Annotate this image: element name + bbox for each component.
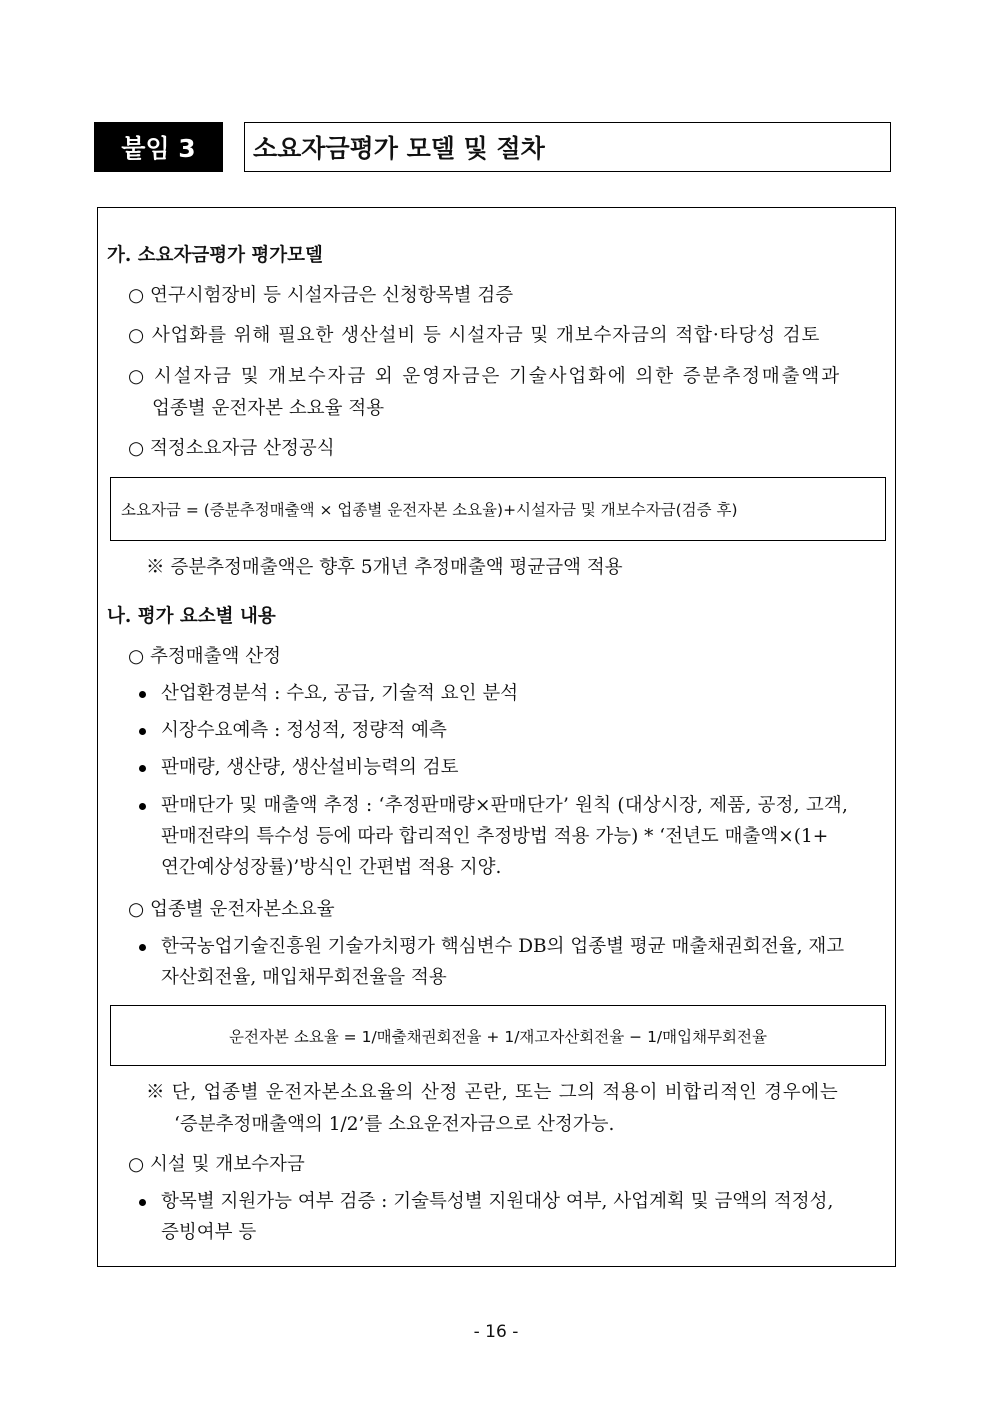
sub2-note-2: ‘증분추정매출액의 1/2’를 소요운전자금으로 산정가능.	[174, 1114, 615, 1135]
sub1-bullet-4-cont-2: 연간예상성장률)’방식인 간편법 적용 지양.	[161, 857, 502, 878]
section-a-note: ※ 증분추정매출액은 향후 5개년 추정매출액 평균금액 적용	[146, 557, 623, 578]
bullet-icon	[139, 1199, 146, 1206]
section-a-item-3: ○ 시설자금 및 개보수자금 외 운영자금은 기술사업화에 의한 증분추정매출액과	[128, 366, 841, 387]
required-funds-formula-box	[110, 477, 886, 541]
working-capital-formula: 운전자본 소요율 = 1/매출채권회전율 + 1/재고자산회전율 − 1/매입채무회전율	[229, 1027, 767, 1046]
sub1-bullet-3: 판매량, 생산량, 생산설비능력의 검토	[161, 757, 459, 778]
section-a-item-2: ○ 사업화를 위해 필요한 생산설비 등 시설자금 및 개보수자금의 적합·타당성 검토	[128, 325, 821, 346]
bullet-icon	[139, 944, 146, 951]
section-b-heading: 나. 평가 요소별 내용	[107, 606, 276, 627]
section-a-item-4: ○ 적정소요자금 산정공식	[128, 438, 335, 459]
page-number: - 16 -	[473, 1322, 519, 1342]
sub1-bullet-1: 산업환경분석 : 수요, 공급, 기술적 요인 분석	[161, 683, 519, 704]
sub1-title: ○ 추정매출액 산정	[128, 646, 282, 667]
sub2-bullet-1: 한국농업기술진흥원 기술가치평가 핵심변수 DB의 업종별 평균 매출채권회전율, 재고	[161, 936, 845, 957]
section-a-item-3-cont: 업종별 운전자본 소요율 적용	[152, 398, 385, 419]
bullet-icon	[139, 691, 146, 698]
bullet-icon	[139, 765, 146, 772]
required-funds-formula: 소요자금 = (증분추정매출액 × 업종별 운전자본 소요율)+시설자금 및 개보수자금(검증 후)	[121, 501, 738, 519]
sub1-bullet-4: 판매단가 및 매출액 추정 : ‘추정판매량×판매단가’ 원칙 (대상시장, 제품, 공정, 고객,	[161, 795, 849, 816]
appendix-tag: 붙임 3	[94, 122, 223, 172]
sub2-bullet-1-cont: 자산회전율, 매입채무회전율을 적용	[161, 967, 447, 988]
sub2-note-1: ※ 단, 업종별 운전자본소요율의 산정 곤란, 또는 그의 적용이 비합리적인 경우에는	[146, 1082, 839, 1103]
sub3-bullet-1: 항목별 지원가능 여부 검증 : 기술특성별 지원대상 여부, 사업계획 및 금액의 적정성,	[161, 1191, 834, 1212]
bullet-icon	[139, 728, 146, 735]
page-title: 소요자금평가 모델 및 절차	[244, 122, 891, 172]
section-a-heading: 가. 소요자금평가 평가모델	[107, 245, 323, 266]
sub3-bullet-1-cont: 증빙여부 등	[161, 1222, 257, 1243]
sub2-title: ○ 업종별 운전자본소요율	[128, 899, 335, 920]
sub1-bullet-2: 시장수요예측 : 정성적, 정량적 예측	[161, 720, 447, 741]
section-a-item-1: ○ 연구시험장비 등 시설자금은 신청항목별 검증	[128, 285, 514, 306]
sub3-title: ○ 시설 및 개보수자금	[128, 1154, 305, 1175]
sub1-bullet-4-cont-1: 판매전략의 특수성 등에 따라 합리적인 추정방법 적용 가능) * ‘전년도 매출액×(1+	[161, 826, 829, 847]
bullet-icon	[139, 803, 146, 810]
working-capital-formula-box	[110, 1005, 886, 1066]
